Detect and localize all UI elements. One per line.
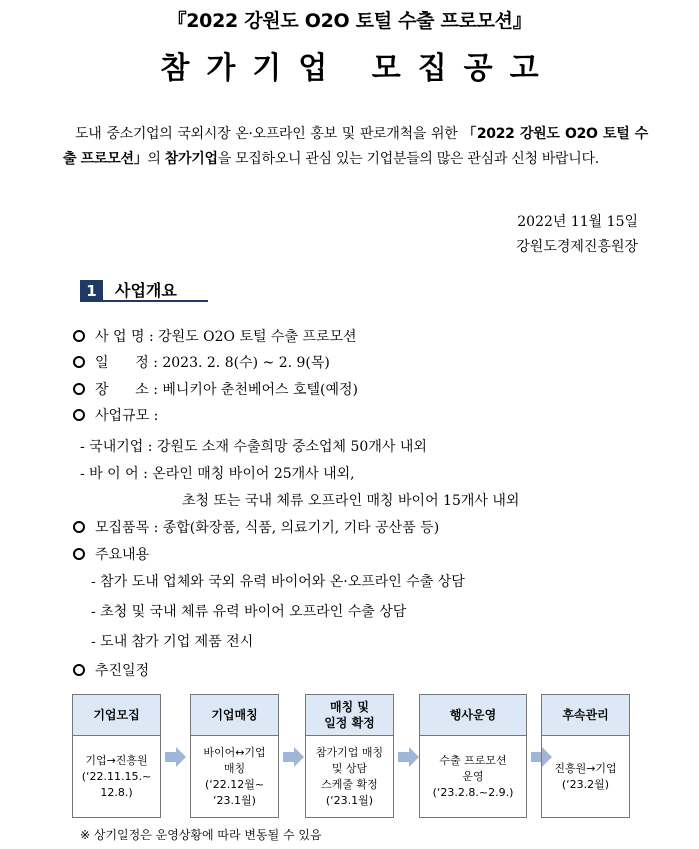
circle-bullet-icon: [73, 521, 85, 533]
domestic-value: : 강원도 소재 수출희망 중소업체 50개사 내외: [147, 439, 427, 455]
intro-paragraph: [63, 122, 648, 172]
flow-arrow-icon: [165, 747, 187, 767]
notice-date: 2022년 11월 15일: [517, 214, 638, 230]
overview-scale-row: [73, 405, 158, 425]
step-line: (‘23.2.8.~2.9.): [432, 786, 514, 799]
intro-text-1: 도내 중소기업의 국외시장 온·오프라인 홍보 및 판로개척을 위한: [75, 126, 463, 142]
schedule-label: 추진일정: [95, 663, 150, 679]
overview-items-row: [73, 517, 439, 537]
step-body: [306, 736, 393, 818]
scale-value: :: [153, 408, 159, 424]
buyer-value-1: : 온라인 매칭 바이어 25개사 내외,: [143, 466, 355, 482]
step-line: 진흥원→기업: [554, 762, 617, 775]
circle-bullet-icon: [73, 356, 85, 368]
name-label: 사 업 명: [95, 329, 145, 345]
issuer: 강원도경제진흥원장: [516, 239, 638, 255]
step-line: (‘22.11.15.~: [81, 770, 152, 783]
content-item: - 참가 도내 업체와 국외 유력 바이어와 온·오프라인 수출 상담: [91, 574, 465, 590]
circle-bullet-icon: [73, 548, 85, 560]
step-line: (‘23.2월): [561, 778, 610, 791]
intro-participants: 참가기업: [164, 151, 218, 167]
flow-arrow-icon: [283, 747, 305, 767]
step-line: 스케줄 확정: [321, 778, 378, 791]
period-label: 일 정: [95, 355, 149, 371]
step-line: 기업→진흥원: [85, 754, 148, 767]
overview-content-row: [73, 544, 149, 564]
overview-buyer-row-2: [182, 490, 519, 510]
step-line: 12.8.): [100, 786, 133, 799]
intro-event-name: 「2022 강원도 O2O 토털 수출 프로모션」: [63, 126, 648, 167]
name-value: : 강원도 O2O 토털 수출 프로모션: [148, 329, 357, 345]
intro-text-3: 을 모집하오니 관심 있는 기업분들의 많은 관심과 신청 바랍니다.: [217, 151, 599, 167]
schedule-step-followup: [541, 694, 630, 818]
step-body: [191, 736, 278, 818]
schedule-step-operation: [419, 694, 527, 818]
overview-period-row: [73, 352, 330, 372]
step-line: 수출 프로모션: [439, 754, 507, 767]
intro-text-2: 의: [147, 151, 165, 167]
step-line: (‘22.12월~: [204, 778, 265, 791]
step-heading: 행사운영: [420, 695, 526, 736]
step-body: [73, 736, 160, 818]
schedule-step-recruit: [72, 694, 161, 818]
step-heading: 후속관리: [542, 695, 629, 736]
circle-bullet-icon: [73, 409, 85, 421]
section-title: 사업개요: [103, 280, 208, 302]
step-line: (‘23.1월): [325, 794, 374, 807]
content-label: 주요내용: [95, 547, 150, 563]
section-number-badge: 1: [80, 280, 103, 302]
document-title: 『2022 강원도 O2O 토털 수출 프로모션』: [167, 10, 532, 32]
venue-label: 장 소: [95, 382, 149, 398]
circle-bullet-icon: [73, 383, 85, 395]
buyer-label: - 바 이 어: [80, 466, 139, 482]
overview-name-row: [73, 326, 357, 346]
circle-bullet-icon: [73, 664, 85, 676]
domestic-label: - 국내기업: [80, 439, 144, 455]
step-heading: 기업매칭: [191, 695, 278, 736]
flow-arrow-icon: [398, 747, 420, 767]
document-subtitle: 참가기업 모집공고: [160, 51, 556, 86]
step-body: [420, 736, 526, 818]
overview-buyer-row: [80, 463, 355, 483]
venue-value: : 베니키아 춘천베어스 호텔(예정): [153, 382, 359, 398]
items-label: 모집품목: [95, 520, 150, 536]
step-body: [542, 736, 629, 818]
period-value: : 2023. 2. 8(수) ~ 2. 9(목): [153, 355, 330, 371]
schedule-step-matching: [190, 694, 279, 818]
step-line: 운영: [462, 770, 484, 783]
step-line: ‘23.1월): [213, 794, 256, 807]
overview-venue-row: [73, 379, 358, 399]
buyer-value-2: 초청 또는 국내 체류 오프라인 매칭 바이어 15개사 내외: [182, 493, 520, 509]
content-item: - 도내 참가 기업 제품 전시: [91, 634, 254, 650]
step-heading: 기업모집: [73, 695, 160, 736]
step-heading: 매칭 및 일정 확정: [306, 695, 393, 736]
schedule-note: ※ 상기일정은 운영상황에 따라 변동될 수 있음: [80, 828, 322, 842]
overview-schedule-row: [73, 660, 149, 680]
step-line: 참가기업 매칭: [315, 746, 384, 759]
schedule-step-confirm: [305, 694, 394, 818]
overview-domestic-row: [80, 436, 427, 456]
step-line: 및 상담: [331, 762, 368, 775]
items-value: : 종합(화장품, 식품, 의료기기, 기타 공산품 등): [153, 520, 440, 536]
content-item: - 초청 및 국내 체류 유력 바이어 오프라인 수출 상담: [91, 604, 407, 620]
scale-label: 사업규모: [95, 408, 150, 424]
step-line: 바이어↔기업: [203, 746, 266, 759]
circle-bullet-icon: [73, 330, 85, 342]
step-line: 매칭: [223, 762, 246, 775]
